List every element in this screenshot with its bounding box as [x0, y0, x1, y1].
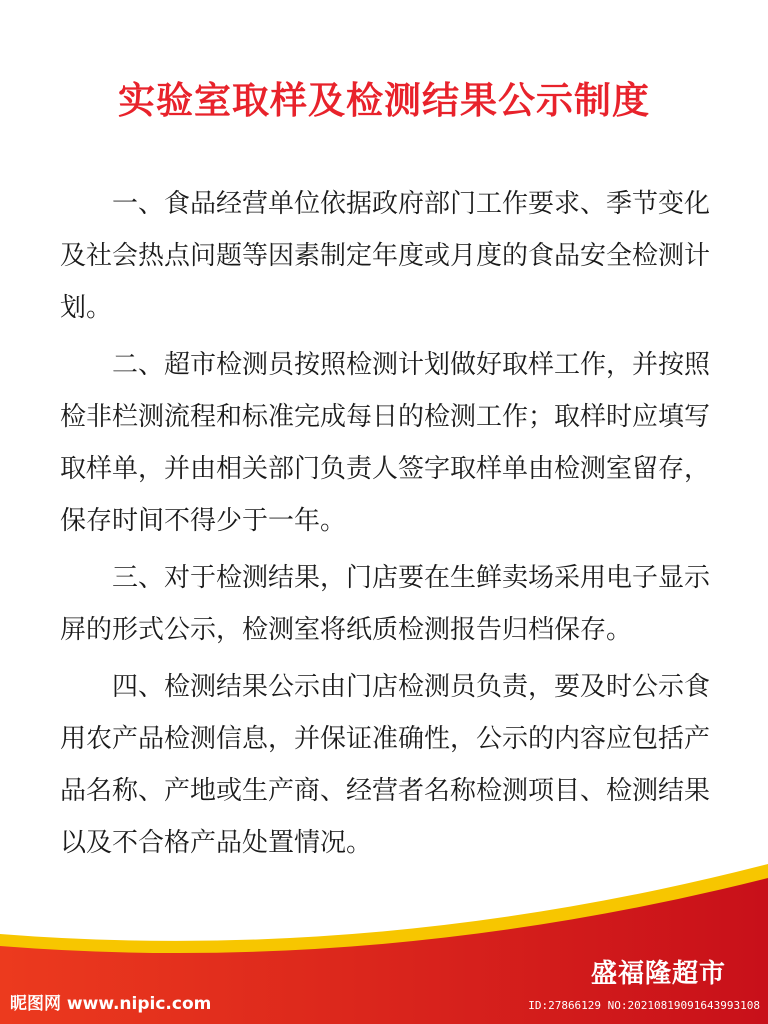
- document-title: 实验室取样及检测结果公示制度: [118, 79, 650, 122]
- policy-paragraph-3: 三、对于检测结果，门店要在生鲜卖场采用电子显示屏的形式公示，检测室将纸质检测报告归档保存。: [60, 563, 711, 645]
- policy-paragraph-2: 二、超市检测员按照检测计划做好取样工作，并按照检非栏测流程和标准完成每日的检测工作；取样时应填写取样单，并由相关部门负责人签字取样单由检测室留存，保存时间不得少于一年。: [60, 350, 711, 536]
- watermark-id: ID:27866129 NO:20210819091643993108: [528, 999, 760, 1012]
- policy-body: [60, 178, 710, 874]
- policy-paragraph-1: 一、食品经营单位依据政府部门工作要求、季节变化及社会热点问题等因素制定年度或月度的食品安全检测计划。: [60, 189, 711, 323]
- policy-paragraph-4: 四、检测结果公示由门店检测员负责，要及时公示食用农产品检测信息，并保证准确性，公示的内容应包括产品名称、产地或生产商、经营者名称检测项目、检测结果以及不合格产品处置情况。: [60, 672, 711, 858]
- store-brand-name: 盛福隆超市: [590, 959, 726, 989]
- watermark-site: 昵图网 www.nipic.com: [10, 994, 212, 1014]
